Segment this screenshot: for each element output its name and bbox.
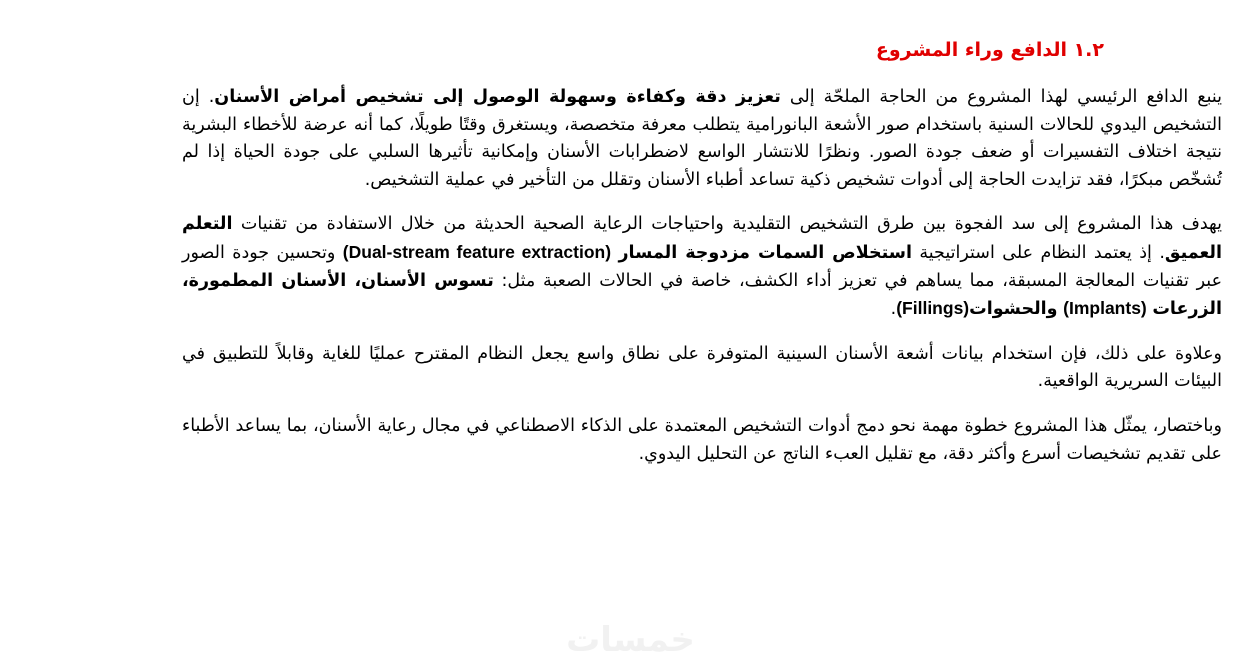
text-segment: . إذ يعتمد النظام على استراتيجية [911,242,1165,263]
paragraph-objective [182,211,1222,323]
bold-segment: التعلم العميق [182,214,1222,263]
text-segment: يهدف هذا المشروع إلى سد الفجوة بين طرق التشخيص التقليدية واحتياجات الرعاية الصحية الحديثة من خلال الاستفادة من تقنيات [232,214,1222,235]
bold-segment: والحشوات [969,299,1058,320]
text-segment: . [890,299,897,320]
latin-term-dual-stream: (Dual-stream feature extraction) [342,241,612,262]
watermark-logo: خمسات [566,620,695,660]
text-segment: وعلاوة على ذلك، فإن استخدام بيانات أشعة الأسنان السينية المتوفرة على نطاق واسع يجعل النظام المقترح عمليًا للغاية وقابلاً للتطبيق في البيئات السريرية الواقعية. [182,343,1222,392]
latin-term-implants: (Implants) [1063,298,1147,319]
bold-segment: تسوس الأسنان، الأسنان المطمورة، الزرعات [182,270,1222,320]
text-segment: وباختصار، يمثّل هذا المشروع خطوة مهمة نحو دمج أدوات التشخيص المعتمدة على الذكاء الاصطناعي في مجال رعاية الأسنان، بما يساعد الأطباء على تقديم تشخيصات أسرع وأكثر دقة، مع تقليل العبء الناتج عن التحليل اليدوي. [182,415,1222,464]
text-segment: . إن التشخيص اليدوي للحالات السنية باستخدام صور الأشعة البانورامية يتطلب معرفة متخصصة، ويستغرق وقتًا طويلًا، كما أنه عرضة للأخطاء البشرية نتيجة اختلاف التفسيرات أو ضعف جودة الصور. ونظرًا للانتشار الواسع لاضطرابات الأسنان وإمكانية تأثيرها السلبي على جودة الحياة إذا لم تُشخّص مبكرًا، فقد تزايدت الحاجة إلى أدوات تشخيص ذكية تساعد أطباء الأسنان وتقلل من التأخير في عملية التشخيص. [182,87,1222,190]
paragraph-motivation [182,84,1222,194]
document-page [182,30,1222,485]
bold-segment: استخلاص السمات مزدوجة المسار [618,242,912,263]
latin-term-fillings: (Fillings) [896,298,970,319]
section-heading: ١.٢ الدافع وراء المشروع [875,39,1104,61]
paragraph-summary [182,413,1222,468]
paragraph-practicality [182,341,1222,396]
bold-segment: تعزيز دقة وكفاءة وسهولة الوصول إلى تشخيص أمراض الأسنان [214,87,781,107]
text-segment: وتحسين جودة الصور عبر تقنيات المعالجة المسبقة، مما يساهم في تعزيز أداء الكشف، خاصة في الحالات الصعبة مثل: [182,242,1223,291]
text-segment: ينبع الدافع الرئيسي لهذا المشروع من الحاجة الملحّة إلى [780,87,1223,107]
